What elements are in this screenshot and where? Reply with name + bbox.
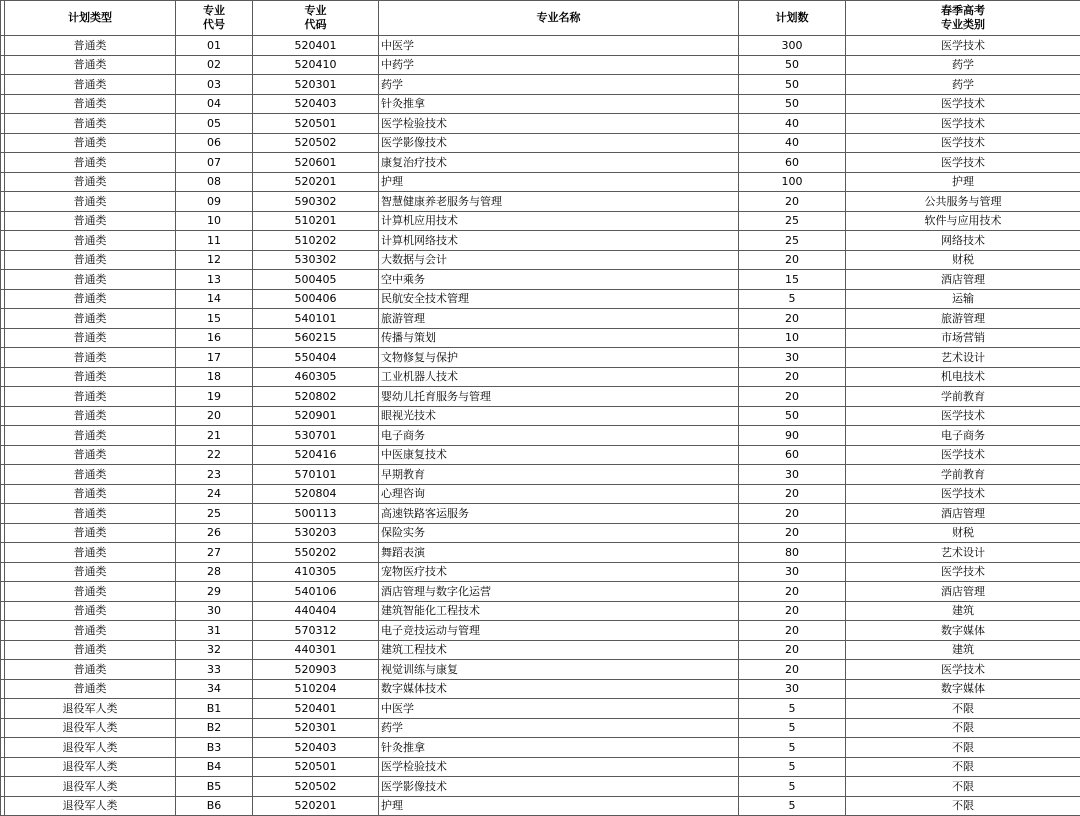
major-code-cell: 530203	[253, 523, 379, 543]
plan-type-cell: 退役军人类	[5, 718, 176, 738]
major-name-cell: 中医学	[379, 36, 739, 56]
major-code-cell: 410305	[253, 562, 379, 582]
table-body	[1, 36, 1080, 816]
major-code-cell: 520403	[253, 94, 379, 114]
table-row	[1, 348, 1080, 368]
plan-type-cell: 普通类	[5, 231, 176, 251]
plan-count-cell: 25	[739, 211, 846, 231]
major-name-cell: 婴幼儿托育服务与管理	[379, 387, 739, 407]
plan-type-cell: 普通类	[5, 289, 176, 309]
major-no-cell: 01	[176, 36, 253, 56]
plan-count-cell: 50	[739, 75, 846, 95]
major-code-cell: 520201	[253, 796, 379, 816]
major-no-cell: 21	[176, 426, 253, 446]
major-code-cell: 440301	[253, 640, 379, 660]
table-row	[1, 36, 1080, 56]
major-no-cell: 19	[176, 387, 253, 407]
table-row	[1, 114, 1080, 134]
major-code-cell: 520501	[253, 757, 379, 777]
plan-type-cell: 普通类	[5, 192, 176, 212]
category-cell: 医学技术	[846, 153, 1080, 173]
plan-type-cell: 普通类	[5, 36, 176, 56]
major-no-cell: 24	[176, 484, 253, 504]
plan-type-cell: 普通类	[5, 660, 176, 680]
category-cell: 酒店管理	[846, 504, 1080, 524]
category-cell: 不限	[846, 738, 1080, 758]
major-code-cell: 520201	[253, 172, 379, 192]
major-no-cell: B4	[176, 757, 253, 777]
category-cell: 数字媒体	[846, 679, 1080, 699]
plan-count-cell: 20	[739, 192, 846, 212]
table-row	[1, 718, 1080, 738]
major-code-cell: 500405	[253, 270, 379, 290]
major-no-cell: 23	[176, 465, 253, 485]
plan-count-cell: 20	[739, 250, 846, 270]
major-no-cell: B6	[176, 796, 253, 816]
major-no-cell: 16	[176, 328, 253, 348]
category-cell: 数字媒体	[846, 621, 1080, 641]
major-code-cell: 520301	[253, 718, 379, 738]
table-row	[1, 738, 1080, 758]
table-row	[1, 172, 1080, 192]
plan-count-cell: 15	[739, 270, 846, 290]
table-row	[1, 757, 1080, 777]
header-major-code: 专业 代码	[253, 1, 379, 36]
table-row	[1, 75, 1080, 95]
major-code-cell: 520401	[253, 699, 379, 719]
major-code-cell: 500113	[253, 504, 379, 524]
major-name-cell: 旅游管理	[379, 309, 739, 329]
category-cell: 医学技术	[846, 36, 1080, 56]
major-no-cell: 14	[176, 289, 253, 309]
major-name-cell: 酒店管理与数字化运营	[379, 582, 739, 602]
plan-count-cell: 30	[739, 562, 846, 582]
major-no-cell: 11	[176, 231, 253, 251]
major-code-cell: 560215	[253, 328, 379, 348]
major-name-cell: 医学影像技术	[379, 133, 739, 153]
table-row	[1, 504, 1080, 524]
major-name-cell: 中医学	[379, 699, 739, 719]
plan-count-cell: 20	[739, 387, 846, 407]
category-cell: 酒店管理	[846, 582, 1080, 602]
table-row	[1, 55, 1080, 75]
category-cell: 医学技术	[846, 660, 1080, 680]
category-cell: 医学技术	[846, 406, 1080, 426]
table-row	[1, 328, 1080, 348]
major-name-cell: 药学	[379, 718, 739, 738]
plan-count-cell: 50	[739, 94, 846, 114]
table-row	[1, 523, 1080, 543]
plan-type-cell: 普通类	[5, 601, 176, 621]
plan-type-cell: 普通类	[5, 172, 176, 192]
category-cell: 不限	[846, 796, 1080, 816]
major-name-cell: 传播与策划	[379, 328, 739, 348]
plan-count-cell: 30	[739, 679, 846, 699]
category-cell: 旅游管理	[846, 309, 1080, 329]
major-code-cell: 520502	[253, 133, 379, 153]
category-cell: 不限	[846, 718, 1080, 738]
table-row	[1, 562, 1080, 582]
major-name-cell: 早期教育	[379, 465, 739, 485]
major-name-cell: 医学检验技术	[379, 757, 739, 777]
major-name-cell: 电子竞技运动与管理	[379, 621, 739, 641]
major-code-cell: 520901	[253, 406, 379, 426]
major-no-cell: 06	[176, 133, 253, 153]
category-cell: 机电技术	[846, 367, 1080, 387]
plan-count-cell: 20	[739, 660, 846, 680]
plan-count-cell: 30	[739, 348, 846, 368]
major-code-cell: 590302	[253, 192, 379, 212]
plan-type-cell: 退役军人类	[5, 757, 176, 777]
major-no-cell: 22	[176, 445, 253, 465]
category-cell: 不限	[846, 757, 1080, 777]
plan-type-cell: 普通类	[5, 640, 176, 660]
table-row	[1, 640, 1080, 660]
table-row	[1, 192, 1080, 212]
plan-type-cell: 普通类	[5, 523, 176, 543]
plan-count-cell: 5	[739, 796, 846, 816]
table-row	[1, 601, 1080, 621]
major-no-cell: 12	[176, 250, 253, 270]
category-cell: 财税	[846, 523, 1080, 543]
plan-type-cell: 退役军人类	[5, 699, 176, 719]
major-code-cell: 520502	[253, 777, 379, 797]
table-row	[1, 465, 1080, 485]
category-cell: 药学	[846, 55, 1080, 75]
major-code-cell: 540101	[253, 309, 379, 329]
major-code-cell: 540106	[253, 582, 379, 602]
major-code-cell: 510201	[253, 211, 379, 231]
major-no-cell: 28	[176, 562, 253, 582]
plan-count-cell: 20	[739, 621, 846, 641]
category-cell: 艺术设计	[846, 543, 1080, 563]
plan-count-cell: 20	[739, 601, 846, 621]
major-name-cell: 文物修复与保护	[379, 348, 739, 368]
major-name-cell: 高速铁路客运服务	[379, 504, 739, 524]
plan-type-cell: 普通类	[5, 543, 176, 563]
major-name-cell: 护理	[379, 796, 739, 816]
major-no-cell: 04	[176, 94, 253, 114]
plan-count-cell: 10	[739, 328, 846, 348]
major-code-cell: 520903	[253, 660, 379, 680]
major-name-cell: 针灸推拿	[379, 94, 739, 114]
plan-type-cell: 普通类	[5, 75, 176, 95]
category-cell: 护理	[846, 172, 1080, 192]
category-cell: 药学	[846, 75, 1080, 95]
plan-type-cell: 普通类	[5, 250, 176, 270]
plan-count-cell: 20	[739, 582, 846, 602]
category-cell: 运输	[846, 289, 1080, 309]
major-no-cell: 30	[176, 601, 253, 621]
table-row	[1, 367, 1080, 387]
major-code-cell: 520416	[253, 445, 379, 465]
header-major-no: 专业 代号	[176, 1, 253, 36]
plan-count-cell: 300	[739, 36, 846, 56]
plan-type-cell: 退役军人类	[5, 796, 176, 816]
table-row	[1, 796, 1080, 816]
category-cell: 学前教育	[846, 465, 1080, 485]
table-row	[1, 679, 1080, 699]
plan-count-cell: 60	[739, 153, 846, 173]
major-no-cell: 08	[176, 172, 253, 192]
table-row	[1, 777, 1080, 797]
plan-type-cell: 普通类	[5, 445, 176, 465]
plan-count-cell: 20	[739, 523, 846, 543]
category-cell: 艺术设计	[846, 348, 1080, 368]
plan-type-cell: 普通类	[5, 348, 176, 368]
major-name-cell: 针灸推拿	[379, 738, 739, 758]
major-name-cell: 计算机网络技术	[379, 231, 739, 251]
plan-count-cell: 50	[739, 406, 846, 426]
category-cell: 酒店管理	[846, 270, 1080, 290]
plan-count-cell: 20	[739, 484, 846, 504]
major-name-cell: 康复治疗技术	[379, 153, 739, 173]
plan-type-cell: 退役军人类	[5, 777, 176, 797]
major-code-cell: 520410	[253, 55, 379, 75]
major-no-cell: 15	[176, 309, 253, 329]
plan-type-cell: 普通类	[5, 328, 176, 348]
plan-type-cell: 普通类	[5, 133, 176, 153]
major-no-cell: B3	[176, 738, 253, 758]
table-row	[1, 621, 1080, 641]
header-plan-type: 计划类型	[5, 1, 176, 36]
major-code-cell: 520501	[253, 114, 379, 134]
table-header	[1, 1, 1080, 36]
header-row	[1, 1, 1080, 36]
major-no-cell: 31	[176, 621, 253, 641]
plan-type-cell: 普通类	[5, 211, 176, 231]
table-row	[1, 660, 1080, 680]
major-no-cell: B2	[176, 718, 253, 738]
major-no-cell: 27	[176, 543, 253, 563]
major-name-cell: 工业机器人技术	[379, 367, 739, 387]
table-row	[1, 484, 1080, 504]
major-no-cell: 02	[176, 55, 253, 75]
major-name-cell: 建筑智能化工程技术	[379, 601, 739, 621]
table-row	[1, 406, 1080, 426]
major-code-cell: 550404	[253, 348, 379, 368]
major-name-cell: 药学	[379, 75, 739, 95]
major-no-cell: 18	[176, 367, 253, 387]
major-name-cell: 中药学	[379, 55, 739, 75]
plan-type-cell: 普通类	[5, 426, 176, 446]
major-name-cell: 中医康复技术	[379, 445, 739, 465]
category-cell: 医学技术	[846, 133, 1080, 153]
plan-type-cell: 普通类	[5, 309, 176, 329]
category-cell: 市场营销	[846, 328, 1080, 348]
table-row	[1, 426, 1080, 446]
plan-type-cell: 普通类	[5, 270, 176, 290]
table-row	[1, 309, 1080, 329]
major-code-cell: 500406	[253, 289, 379, 309]
major-code-cell: 520804	[253, 484, 379, 504]
major-name-cell: 民航安全技术管理	[379, 289, 739, 309]
table-row	[1, 543, 1080, 563]
major-name-cell: 医学影像技术	[379, 777, 739, 797]
category-cell: 软件与应用技术	[846, 211, 1080, 231]
plan-count-cell: 60	[739, 445, 846, 465]
category-cell: 不限	[846, 777, 1080, 797]
plan-count-cell: 50	[739, 55, 846, 75]
major-name-cell: 大数据与会计	[379, 250, 739, 270]
plan-count-cell: 5	[739, 738, 846, 758]
major-name-cell: 舞蹈表演	[379, 543, 739, 563]
plan-type-cell: 普通类	[5, 465, 176, 485]
plan-type-cell: 普通类	[5, 484, 176, 504]
major-name-cell: 空中乘务	[379, 270, 739, 290]
plan-type-cell: 退役军人类	[5, 738, 176, 758]
major-name-cell: 视觉训练与康复	[379, 660, 739, 680]
table-row	[1, 250, 1080, 270]
plan-type-cell: 普通类	[5, 679, 176, 699]
major-no-cell: 10	[176, 211, 253, 231]
plan-count-cell: 5	[739, 718, 846, 738]
major-code-cell: 440404	[253, 601, 379, 621]
major-name-cell: 宠物医疗技术	[379, 562, 739, 582]
major-code-cell: 570312	[253, 621, 379, 641]
table-row	[1, 699, 1080, 719]
category-cell: 学前教育	[846, 387, 1080, 407]
table-row	[1, 94, 1080, 114]
major-code-cell: 520401	[253, 36, 379, 56]
major-code-cell: 510204	[253, 679, 379, 699]
category-cell: 医学技术	[846, 484, 1080, 504]
table-row	[1, 387, 1080, 407]
category-cell: 医学技术	[846, 445, 1080, 465]
plan-type-cell: 普通类	[5, 504, 176, 524]
category-cell: 医学技术	[846, 114, 1080, 134]
major-no-cell: 26	[176, 523, 253, 543]
table-row	[1, 231, 1080, 251]
category-cell: 网络技术	[846, 231, 1080, 251]
plan-type-cell: 普通类	[5, 406, 176, 426]
plan-count-cell: 80	[739, 543, 846, 563]
major-name-cell: 计算机应用技术	[379, 211, 739, 231]
major-name-cell: 智慧健康养老服务与管理	[379, 192, 739, 212]
major-name-cell: 眼视光技术	[379, 406, 739, 426]
major-name-cell: 电子商务	[379, 426, 739, 446]
category-cell: 建筑	[846, 640, 1080, 660]
major-code-cell: 570101	[253, 465, 379, 485]
plan-count-cell: 20	[739, 367, 846, 387]
major-code-cell: 520403	[253, 738, 379, 758]
major-no-cell: B5	[176, 777, 253, 797]
plan-count-cell: 40	[739, 114, 846, 134]
major-no-cell: 07	[176, 153, 253, 173]
major-name-cell: 数字媒体技术	[379, 679, 739, 699]
table-row	[1, 445, 1080, 465]
major-name-cell: 医学检验技术	[379, 114, 739, 134]
category-cell: 医学技术	[846, 94, 1080, 114]
major-code-cell: 520301	[253, 75, 379, 95]
table-row	[1, 133, 1080, 153]
plan-type-cell: 普通类	[5, 114, 176, 134]
major-no-cell: 32	[176, 640, 253, 660]
major-no-cell: B1	[176, 699, 253, 719]
major-no-cell: 34	[176, 679, 253, 699]
plan-count-cell: 20	[739, 309, 846, 329]
major-name-cell: 心理咨询	[379, 484, 739, 504]
plan-type-cell: 普通类	[5, 582, 176, 602]
table-row	[1, 289, 1080, 309]
major-name-cell: 保险实务	[379, 523, 739, 543]
major-no-cell: 05	[176, 114, 253, 134]
category-cell: 医学技术	[846, 562, 1080, 582]
major-code-cell: 530701	[253, 426, 379, 446]
category-cell: 财税	[846, 250, 1080, 270]
major-name-cell: 护理	[379, 172, 739, 192]
plan-count-cell: 30	[739, 465, 846, 485]
header-plan-count: 计划数	[739, 1, 846, 36]
major-no-cell: 20	[176, 406, 253, 426]
major-code-cell: 530302	[253, 250, 379, 270]
header-category: 春季高考 专业类别	[846, 1, 1080, 36]
major-no-cell: 17	[176, 348, 253, 368]
major-no-cell: 29	[176, 582, 253, 602]
major-name-cell: 建筑工程技术	[379, 640, 739, 660]
plan-count-cell: 5	[739, 289, 846, 309]
major-no-cell: 33	[176, 660, 253, 680]
plan-type-cell: 普通类	[5, 367, 176, 387]
plan-type-cell: 普通类	[5, 153, 176, 173]
plan-count-cell: 5	[739, 757, 846, 777]
major-code-cell: 520601	[253, 153, 379, 173]
category-cell: 建筑	[846, 601, 1080, 621]
category-cell: 不限	[846, 699, 1080, 719]
plan-count-cell: 25	[739, 231, 846, 251]
table-row	[1, 211, 1080, 231]
plan-count-cell: 20	[739, 504, 846, 524]
major-code-cell: 460305	[253, 367, 379, 387]
major-no-cell: 09	[176, 192, 253, 212]
major-no-cell: 13	[176, 270, 253, 290]
plan-type-cell: 普通类	[5, 94, 176, 114]
header-major-name: 专业名称	[379, 1, 739, 36]
table-row	[1, 582, 1080, 602]
major-no-cell: 25	[176, 504, 253, 524]
plan-count-cell: 100	[739, 172, 846, 192]
plan-type-cell: 普通类	[5, 621, 176, 641]
major-code-cell: 510202	[253, 231, 379, 251]
plan-count-cell: 40	[739, 133, 846, 153]
plan-type-cell: 普通类	[5, 562, 176, 582]
major-no-cell: 03	[176, 75, 253, 95]
plan-count-cell: 20	[739, 640, 846, 660]
table-row	[1, 270, 1080, 290]
plan-count-cell: 5	[739, 699, 846, 719]
table-row	[1, 153, 1080, 173]
category-cell: 电子商务	[846, 426, 1080, 446]
plan-type-cell: 普通类	[5, 55, 176, 75]
category-cell: 公共服务与管理	[846, 192, 1080, 212]
major-code-cell: 520802	[253, 387, 379, 407]
plan-count-cell: 5	[739, 777, 846, 797]
plan-type-cell: 普通类	[5, 387, 176, 407]
plan-count-cell: 90	[739, 426, 846, 446]
major-code-cell: 550202	[253, 543, 379, 563]
